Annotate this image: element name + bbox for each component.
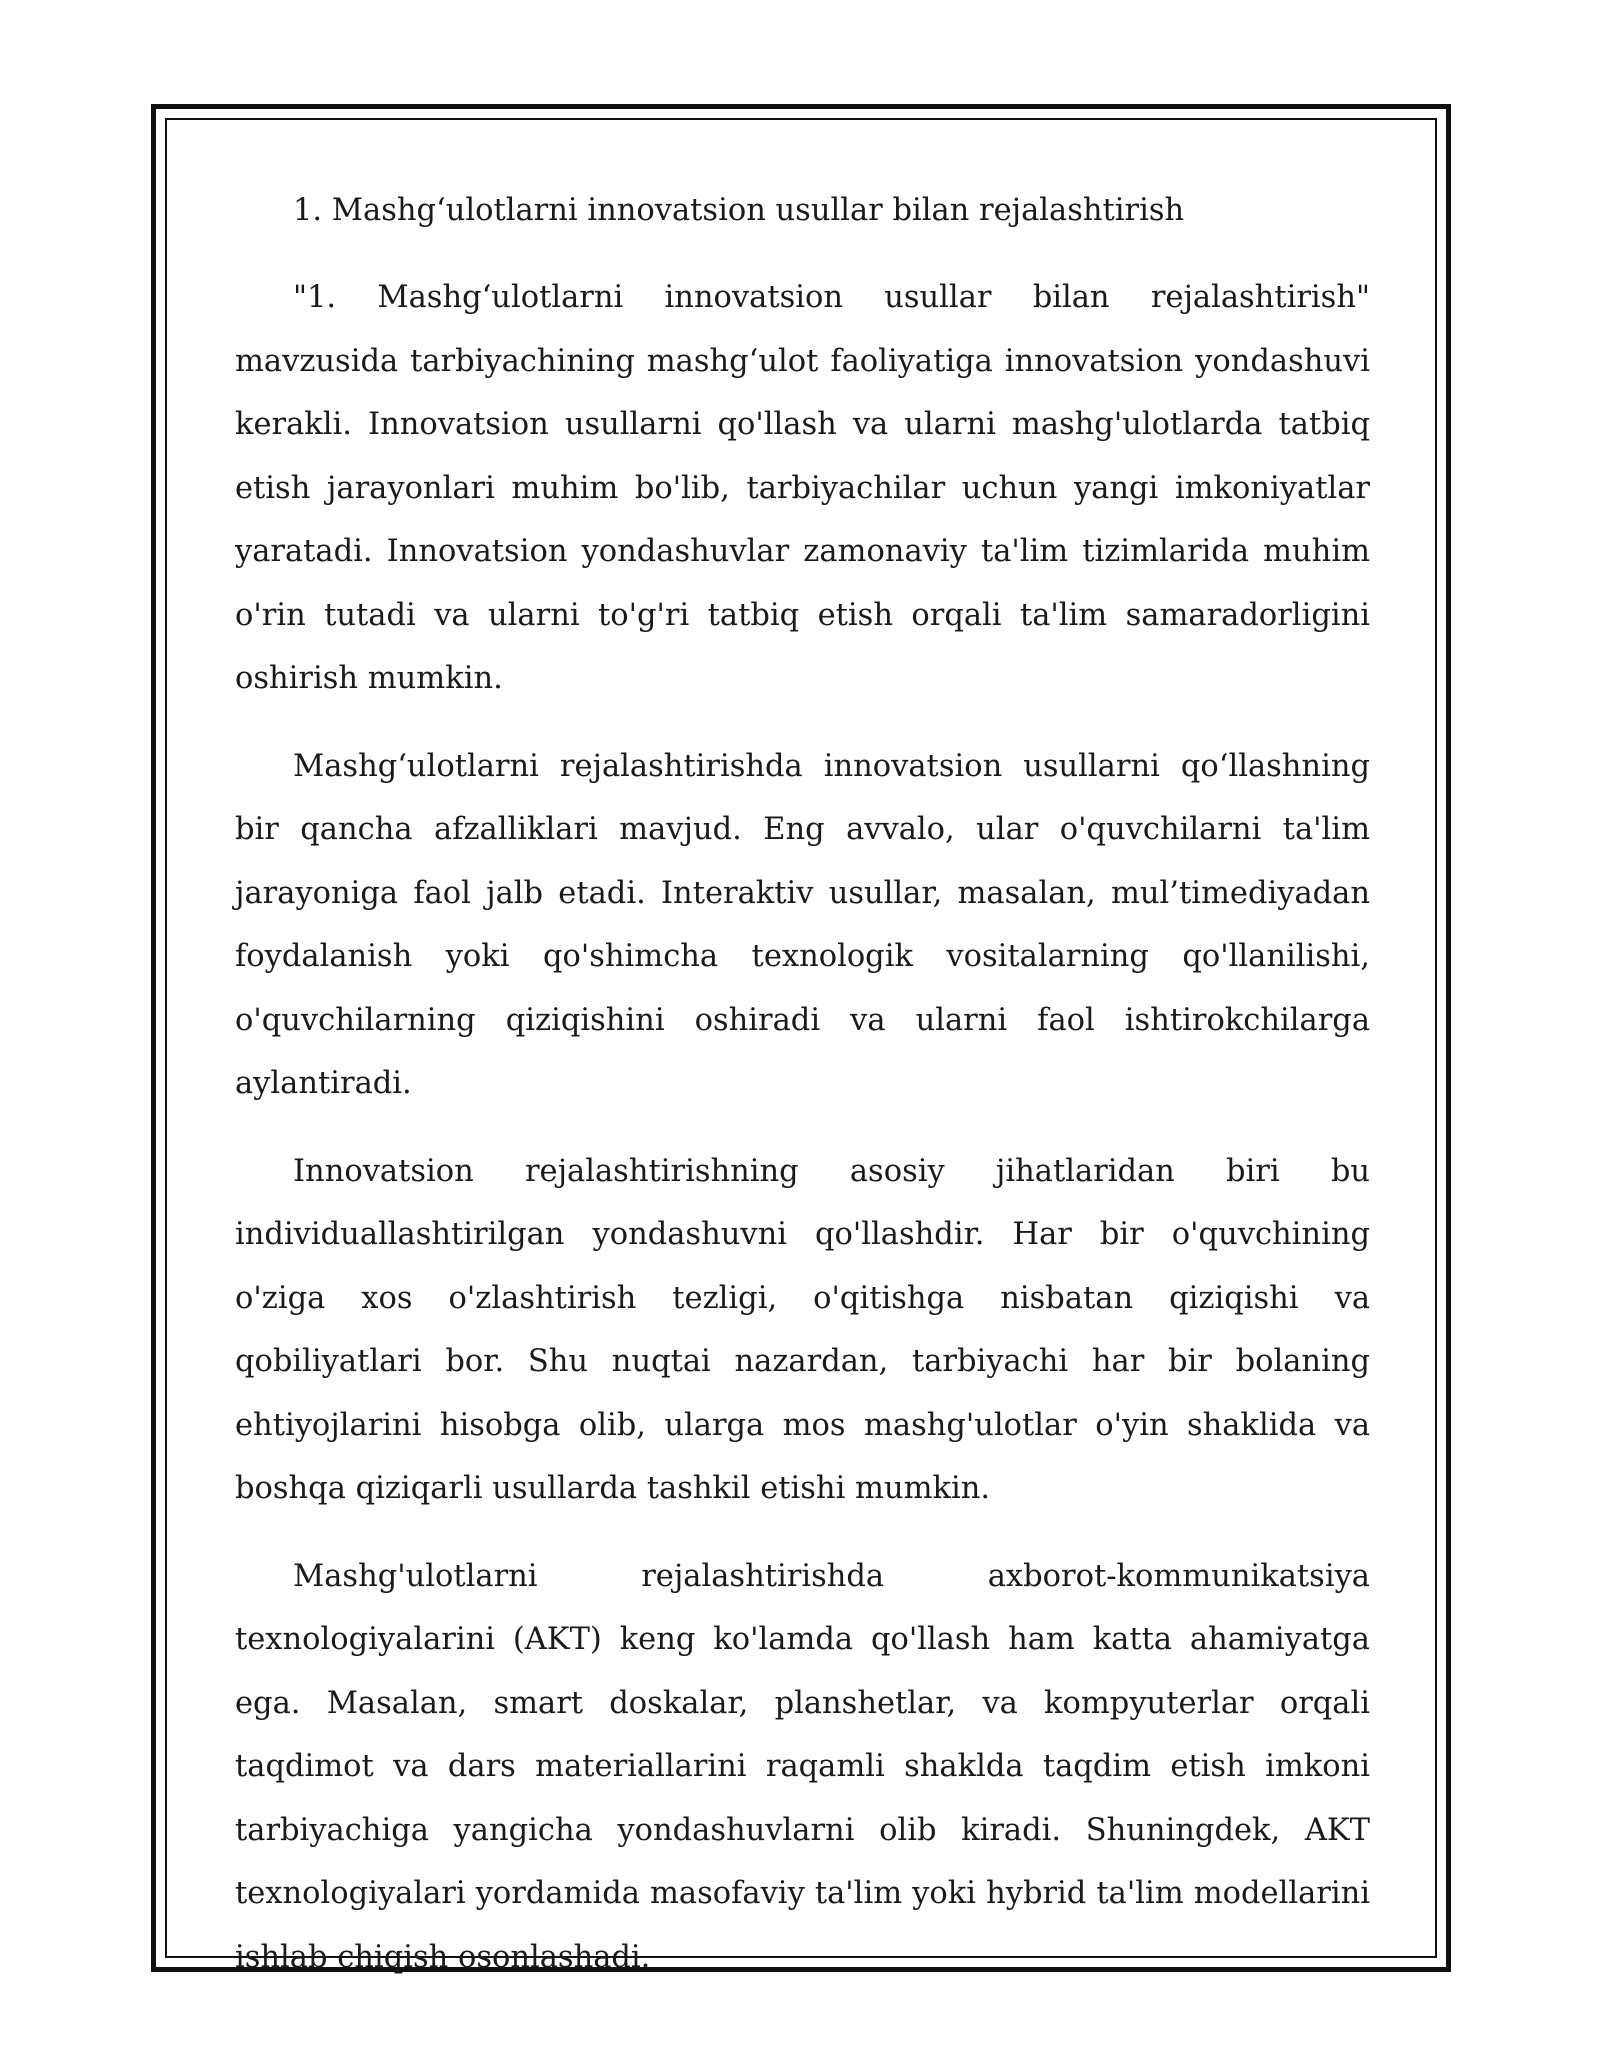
paragraph-4: Mashg'ulotlarni rejalashtirishda axborot-kommunikatsiya texnologiyalarini (AKT) keng ko'lamda qo'llash ham katta ahamiyatga ega. Masalan, smart doskalar, planshetlar, va kompyuterlar orqali taqdimot va dars materiallarini raqamli shaklda taqdim etish imkoni tarbiyachiga yangicha yondashuvlarni olib kiradi. Shuningdek, AKT texnologiyalari yordamida masofaviy ta'lim yoki hybrid ta'lim modellarini ishlab chiqish osonlashadi. xyxy=(235,1558,1370,1975)
document-body xyxy=(235,180,1370,2013)
paragraph-3: Innovatsion rejalashtirishning asosiy jihatlaridan biri bu individuallashtirilgan yondashuvni qo'llashdir. Har bir o'quvchining o'ziga xos o'zlashtirish tezligi, o'qitishga nisbatan qiziqishi va qobiliyatlari bor. Shu nuqtai nazardan, tarbiyachi har bir bolaning ehtiyojlarini hisobga olib, ularga mos mashg'ulotlar o'yin shaklida va boshqa qiziqarli usullarda tashkil etishi mumkin. xyxy=(235,1153,1370,1506)
section-heading: 1. Mashg‘ulotlarni innovatsion usullar bilan rejalashtirish xyxy=(293,193,1185,228)
paragraph-2: Mashg‘ulotlarni rejalashtirishda innovatsion usullarni qo‘llashning bir qancha afzalliklari mavjud. Eng avvalo, ular o'quvchilarni ta'lim jarayoniga faol jalb etadi. Interaktiv usullar, masalan, mul’timediyadan foydalanish yoki qo'shimcha texnologik vositalarning qo'llanilishi, o'quvchilarning qiziqishini oshiradi va ularni faol ishtirokchilarga aylantiradi. xyxy=(235,748,1370,1101)
paragraph-1: "1. Mashg‘ulotlarni innovatsion usullar bilan rejalashtirish" mavzusida tarbiyachining mashg‘ulot faoliyatiga innovatsion yondashuvi kerakli. Innovatsion usullarni qo'llash va ularni mashg'ulotlarda tatbiq etish jarayonlari muhim bo'lib, tarbiyachilar uchun yangi imkoniyatlar yaratadi. Innovatsion yondashuvlar zamonaviy ta'lim tizimlarida muhim o'rin tutadi va ularni to'g'ri tatbiq etish orqali ta'lim samaradorligini oshirish mumkin. xyxy=(235,280,1370,696)
